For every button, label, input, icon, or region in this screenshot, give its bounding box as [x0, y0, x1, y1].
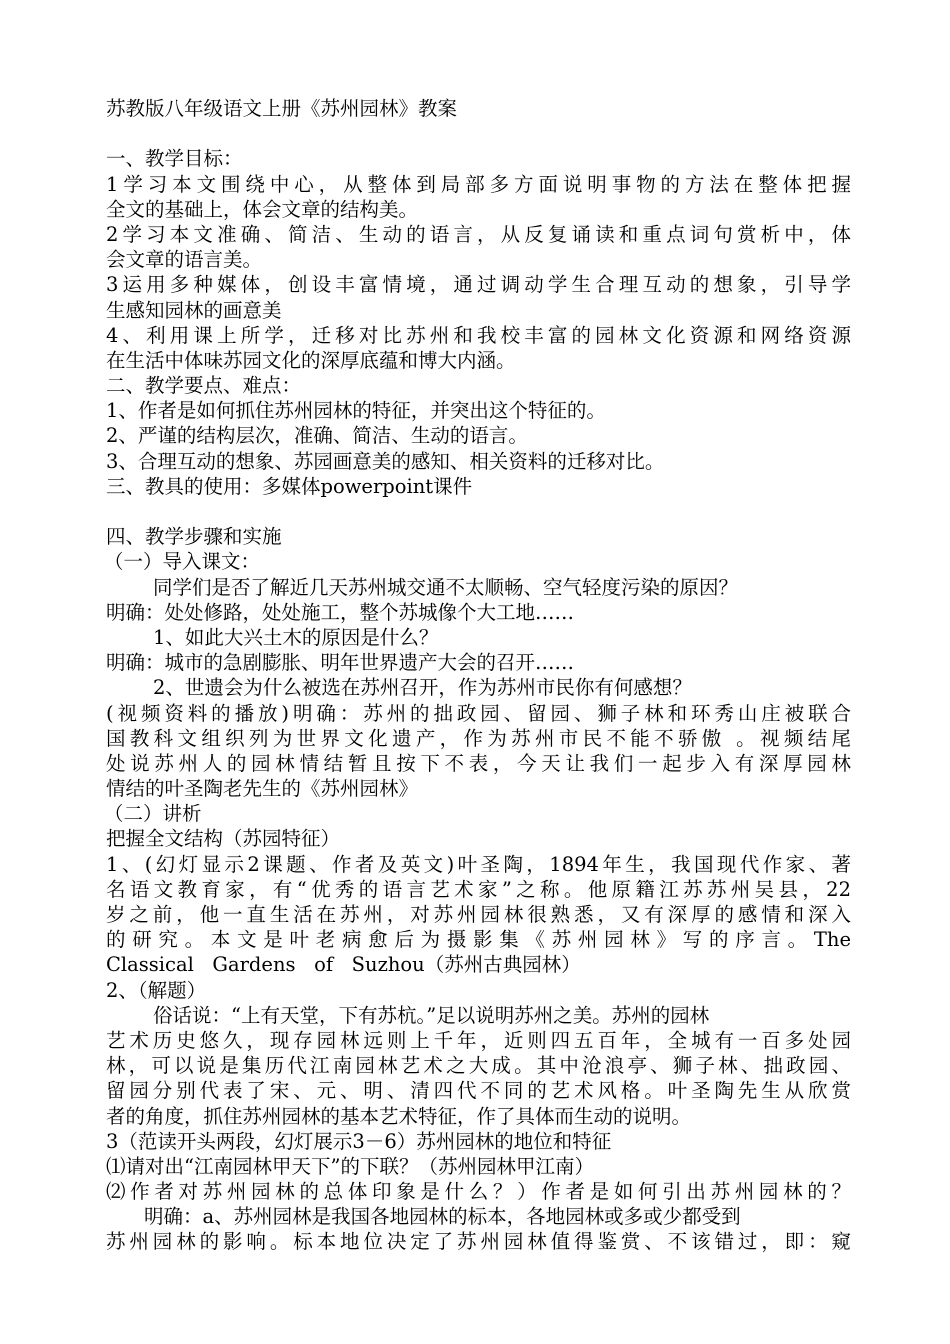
text-line: 在生活中体味苏园文化的深厚底蕴和博大内涵。: [106, 348, 516, 372]
section-heading-steps: 四、教学步骤和实施: [106, 525, 282, 549]
document-page: [106, 96, 851, 1255]
section-heading-tools: 三、教具的使用：多媒体powerpoint课件: [106, 474, 473, 498]
text-line: 国教科文组织列为世界文化遗产，作为苏州市民不能不骄傲 。视频结尾: [106, 726, 851, 750]
subheading-analysis: （二）讲析: [104, 802, 202, 826]
text-line: 3（范读开头两段，幻灯展示3－6）苏州园林的地位和特征: [106, 1129, 612, 1153]
subheading-intro: （一）导入课文：: [104, 550, 261, 574]
text-line: 者的角度，抓住苏州园林的基本艺术特征，作了具体而生动的说明。: [106, 1104, 692, 1128]
text-line: 2、世遗会为什么被选在苏州召开，作为苏州市民你有何感想？: [153, 676, 692, 700]
text-line: 1、如此大兴土木的原因是什么？: [153, 625, 439, 649]
text-line: 俗话说：“上有天堂，下有苏杭。”足以说明苏州之美。苏州的园林: [153, 1003, 710, 1027]
blank-line: [106, 499, 851, 524]
text-line: 处说苏州人的园林情结暂且按下不表，今天让我们一起步入有深厚园林: [106, 751, 851, 775]
text-line: 艺术历史悠久，现存园林远则上千年，近则四五百年，全城有一百多处园: [106, 1028, 851, 1052]
text-line: 4、利用课上所学，迁移对比苏州和我校丰富的园林文化资源和网络资源: [106, 323, 851, 347]
text-line: 1、(幻灯显示2课题、作者及英文)叶圣陶，1894年生，我国现代作家、著: [106, 852, 851, 876]
text-line: 1学习本文围绕中心，从整体到局部多方面说明事物的方法在整体把握: [106, 172, 851, 196]
text-line: 明确：城市的急剧膨胀、明年世界遗产大会的召开……: [106, 651, 575, 675]
text-line: 3、合理互动的想象、苏园画意美的感知、相关资料的迁移对比。: [106, 449, 665, 473]
text-line: 苏州园林的影响。标本地位决定了苏州园林值得鉴赏、不该错过，即：窥: [106, 1230, 851, 1254]
text-line: 明确：处处修路，处处施工，整个苏城像个大工地……: [106, 600, 575, 624]
text-line: 把握全文结构（苏园特征）: [106, 827, 341, 851]
text-line: 留园分别代表了宋、元、明、清四代不同的艺术风格。叶圣陶先生从欣赏: [106, 1079, 851, 1103]
text-line: (视频资料的播放)明确：苏州的拙政园、留园、狮子林和环秀山庄被联合: [106, 701, 851, 725]
text-line: 情结的叶圣陶老先生的《苏州园林》: [106, 777, 419, 801]
section-heading-goals: 一、教学目标：: [106, 147, 243, 171]
text-line: 全文的基础上，体会文章的结构美。: [106, 197, 419, 221]
text-line: 生感知园林的画意美: [106, 298, 282, 322]
text-line: 2学习本文准确、简洁、生动的语言，从反复诵读和重点词句赏析中，体: [106, 222, 851, 246]
text-line: 岁之前，他一直生活在苏州，对苏州园林很熟悉，又有深厚的感情和深入: [106, 903, 851, 926]
text-line: 林，可以说是集历代江南园林艺术之大成。其中沧浪亭、狮子林、拙政园、: [106, 1054, 851, 1078]
document-title: 苏教版八年级语文上册《苏州园林》教案: [106, 97, 458, 120]
text-line: Classical Gardens of Suzhou（苏州古典园林）: [106, 953, 581, 977]
text-line: 2、（解题）: [106, 978, 207, 1002]
text-line: ⑵作者对苏州园林的总体印象是什么？）作者是如何引出苏州园林的？: [106, 1180, 851, 1204]
text-line: 明确：a、苏州园林是我国各地园林的标本，各地园林或多或少都受到: [144, 1205, 741, 1229]
section-heading-keypoints: 二、教学要点、难点：: [106, 374, 302, 398]
text-line: 名语文教育家，有“优秀的语言艺术家”之称。他原籍江苏苏州吴县，22: [106, 877, 851, 901]
blank-line: [106, 121, 851, 146]
text-line: 2、严谨的结构层次，准确、简洁、生动的语言。: [106, 424, 528, 448]
text-line: 的研究。本文是叶老病愈后为摄影集《苏州园林》写的序言。The: [106, 928, 851, 952]
text-line: 同学们是否了解近几天苏州城交通不太顺畅、空气轻度污染的原因？: [153, 575, 739, 599]
text-line: 3运用多种媒体，创设丰富情境，通过调动学生合理互动的想象，引导学: [106, 273, 851, 297]
text-line: 1、作者是如何抓住苏州园林的特征，并突出这个特征的。: [106, 399, 606, 423]
text-line: 会文章的语言美。: [106, 248, 263, 272]
text-line: ⑴请对出“江南园林甲天下”的下联？（苏州园林甲江南）: [106, 1154, 594, 1178]
